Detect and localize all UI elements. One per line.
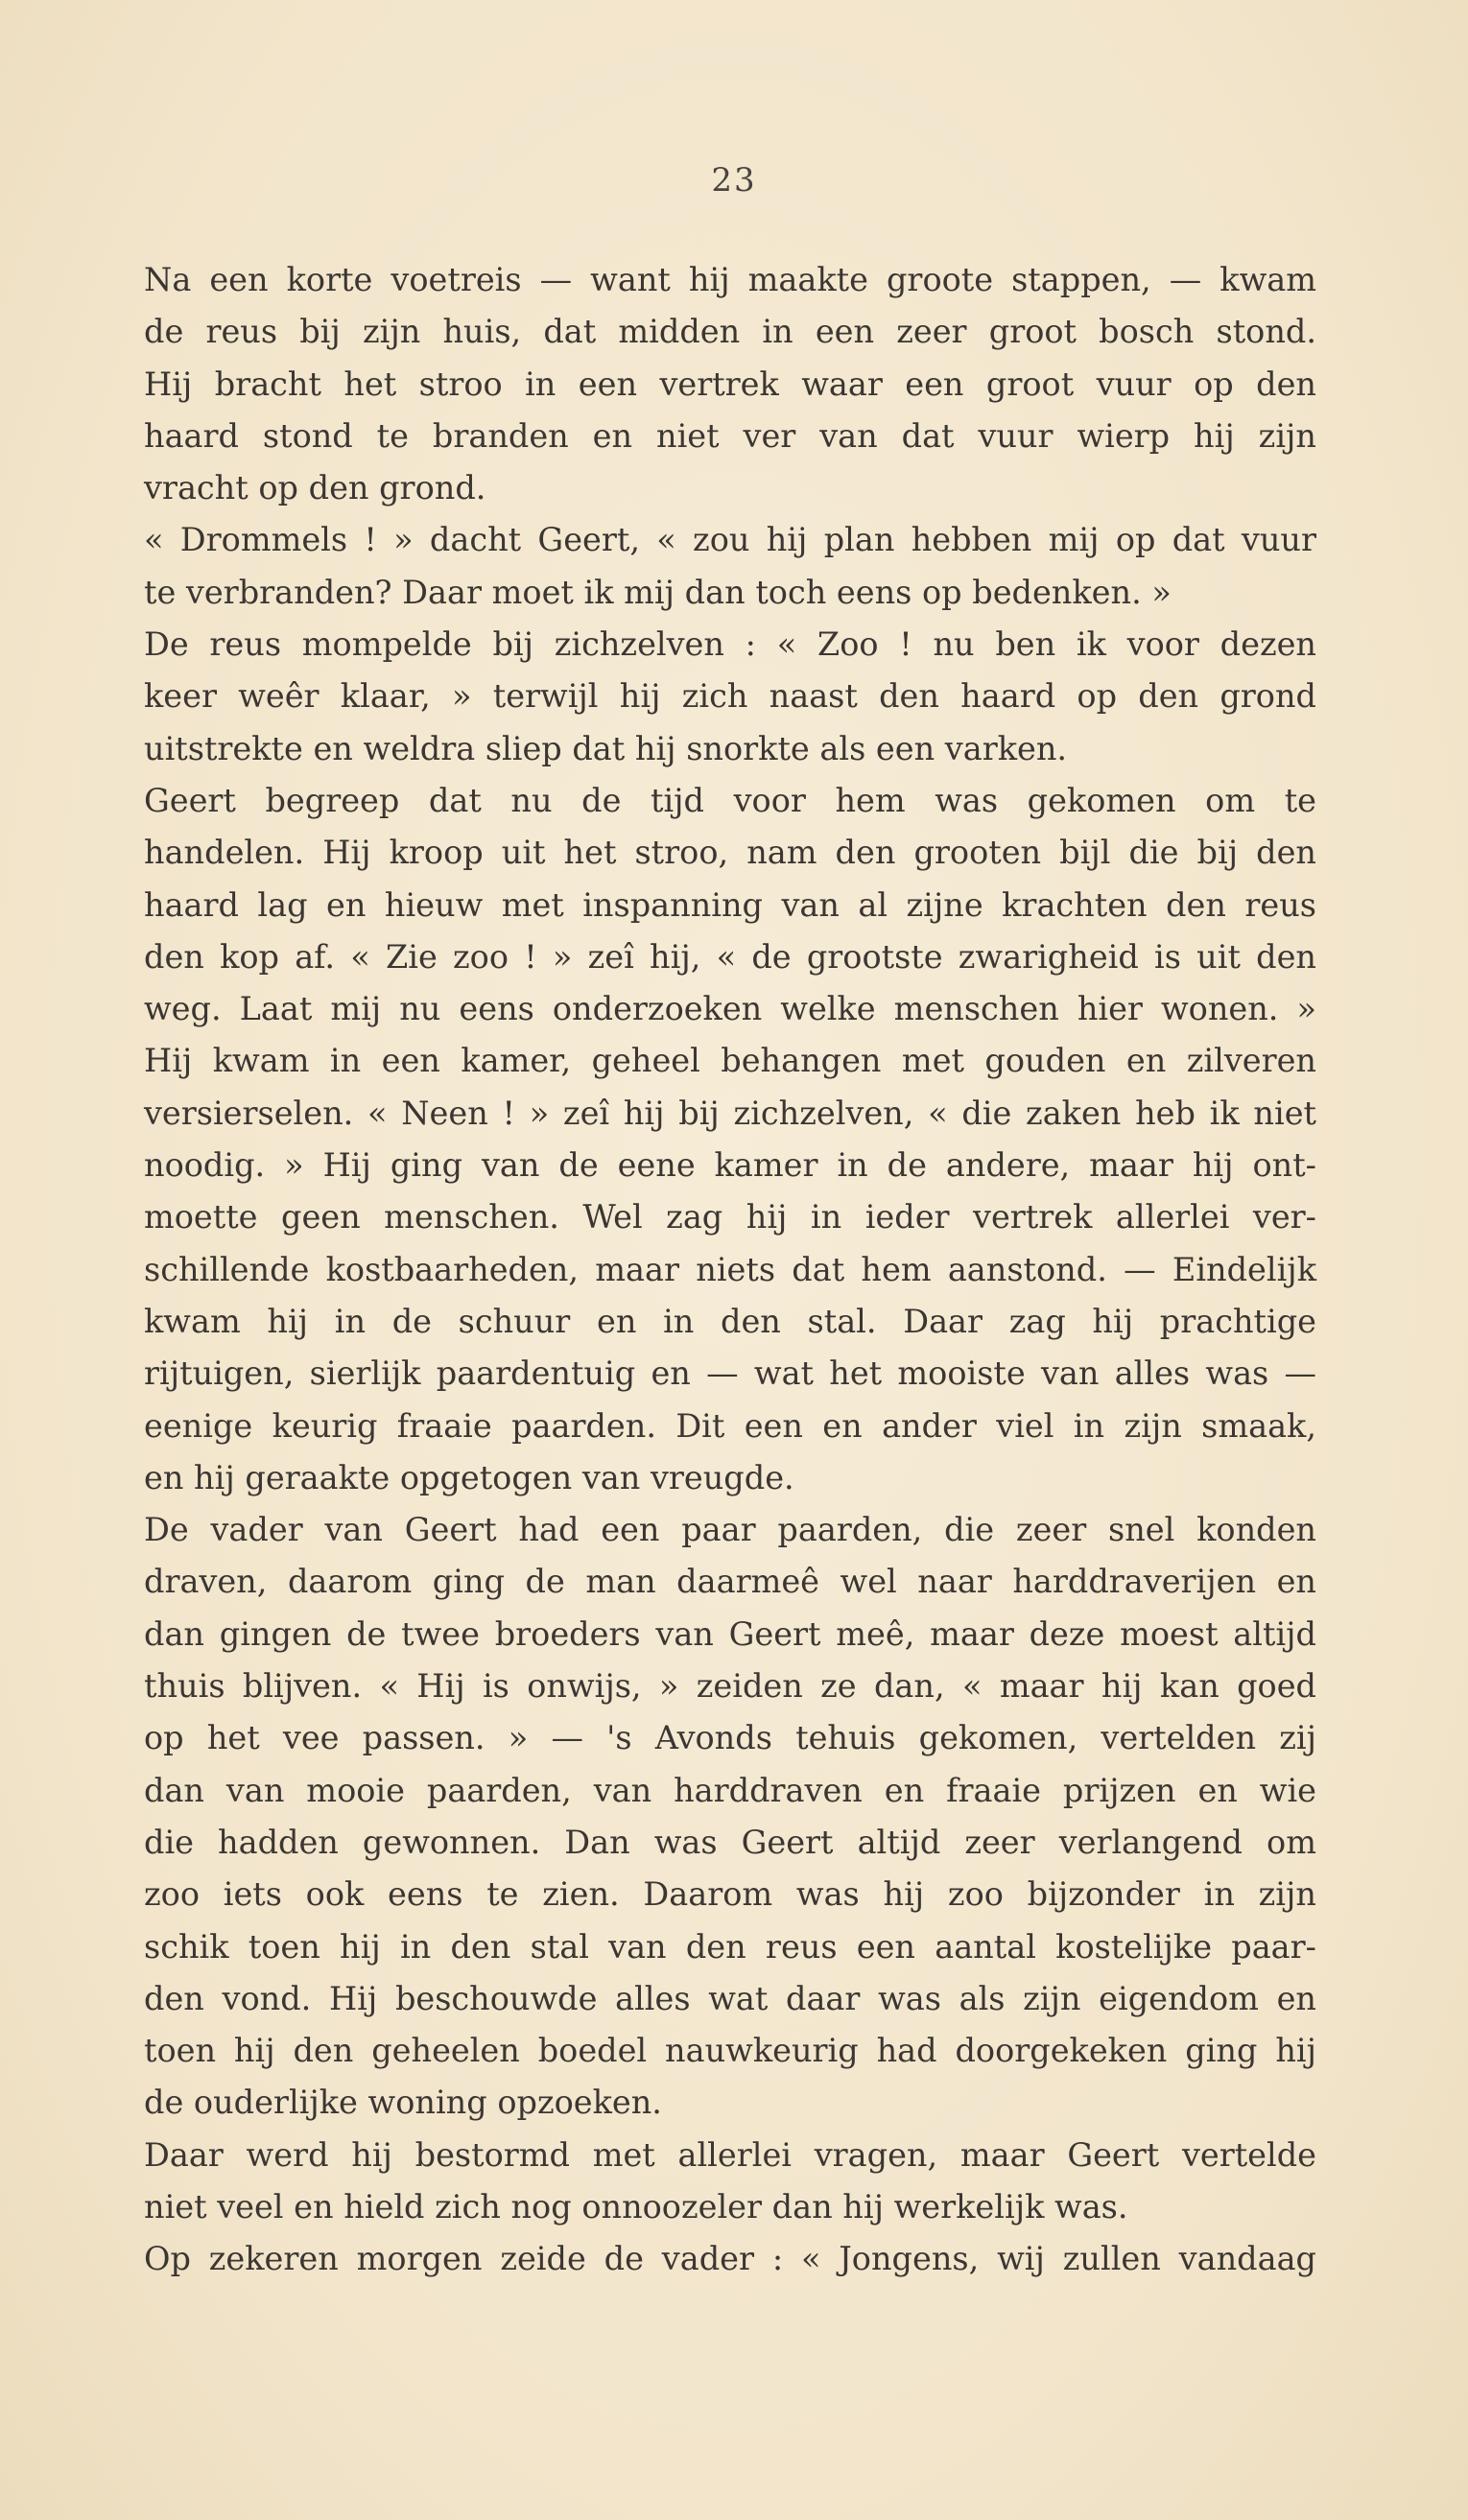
text-line: versierselen. « Neen ! » zeî hij bij zichzelven, « die zaken heb ik niet: [144, 1094, 1316, 1132]
text-line: keer weêr klaar, » terwijl hij zich naast den haard op den grond: [144, 677, 1316, 716]
text-line: de reus bij zijn huis, dat midden in een zeer groot bosch stond.: [144, 313, 1316, 351]
text-line: niet veel en hield zich nog onnoozeler dan hij werkelijk was.: [144, 2187, 1128, 2226]
text-line: haard stond te branden en niet ver van dat vuur wierp hij zijn: [144, 416, 1316, 455]
text-line: rijtuigen, sierlijk paardentuig en — wat het mooiste van alles was —: [144, 1354, 1316, 1393]
text-line: toen hij den geheelen boedel nauwkeurig had doorgekeken ging hij: [144, 2032, 1316, 2070]
text-line: dan van mooie paarden, van harddraven en fraaie prijzen en wie: [144, 1771, 1316, 1809]
text-line: Hij bracht het stroo in een vertrek waar een groot vuur op den: [144, 365, 1316, 403]
text-line: eenige keurig fraaie paarden. Dit een en ander viel in zijn smaak,: [144, 1406, 1316, 1445]
text-line: Hij kwam in een kamer, geheel behangen met gouden en zilveren: [144, 1042, 1316, 1080]
text-line: weg. Laat mij nu eens onderzoeken welke menschen hier wonen. »: [144, 990, 1316, 1028]
text-line: De vader van Geert had een paar paarden, die zeer snel konden: [144, 1511, 1316, 1549]
text-line: zoo iets ook eens te zien. Daarom was hij zoo bijzonder in zijn: [144, 1875, 1316, 1914]
text-line: vracht op den grond.: [144, 469, 486, 507]
text-line: den kop af. « Zie zoo ! » zeî hij, « de grootste zwarigheid is uit den: [144, 937, 1316, 976]
text-line: De reus mompelde bij zichzelven : « Zoo ! nu ben ik voor dezen: [144, 625, 1316, 664]
page-number: 23: [711, 161, 757, 200]
text-line: handelen. Hij kroop uit het stroo, nam den grooten bijl die bij den: [144, 834, 1316, 872]
text-line: uitstrekte en weldra sliep dat hij snorkte als een varken.: [144, 729, 1068, 767]
text-line: moette geen menschen. Wel zag hij in ieder vertrek allerlei ver-: [144, 1198, 1316, 1236]
text-line: dan gingen de twee broeders van Geert meê, maar deze moest altijd: [144, 1614, 1316, 1653]
text-line: thuis blijven. « Hij is onwijs, » zeiden ze dan, « maar hij kan goed: [144, 1667, 1316, 1706]
text-line: Na een korte voetreis — want hij maakte groote stappen, — kwam: [144, 261, 1316, 298]
text-line: draven, daarom ging de man daarmeê wel naar harddraverijen en: [144, 1563, 1316, 1601]
text-line: te verbranden? Daar moet ik mij dan toch eens op bedenken. »: [144, 573, 1172, 611]
text-line: Daar werd hij bestormd met allerlei vragen, maar Geert vertelde: [144, 2135, 1316, 2174]
text-line: kwam hij in de schuur en in den stal. Daar zag hij prachtige: [144, 1302, 1316, 1340]
text-line: en hij geraakte opgetogen van vreugde.: [144, 1458, 794, 1496]
text-line: Geert begreep dat nu de tijd voor hem was gekomen om te: [144, 781, 1316, 819]
text-line: haard lag en hieuw met inspanning van al zijne krachten den reus: [144, 885, 1316, 924]
body-text: [144, 254, 1316, 2286]
text-line: noodig. » Hij ging van de eene kamer in de andere, maar hij ont-: [144, 1146, 1316, 1185]
text-line: schillende kostbaarheden, maar niets dat hem aanstond. — Eindelijk: [144, 1250, 1316, 1288]
text-line: den vond. Hij beschouwde alles wat daar was als zijn eigendom en: [144, 1979, 1316, 2017]
text-line: « Drommels ! » dacht Geert, « zou hij plan hebben mij op dat vuur: [144, 521, 1316, 559]
text-line: Op zekeren morgen zeide de vader : « Jongens, wij zullen vandaag: [144, 2240, 1316, 2278]
text-line: schik toen hij in den stal van den reus een aantal kostelijke paar-: [144, 1927, 1316, 1966]
text-line: op het vee passen. » — 's Avonds tehuis gekomen, vertelden zij: [144, 1719, 1316, 1757]
text-line: die hadden gewonnen. Dan was Geert altijd zeer verlangend om: [144, 1823, 1316, 1861]
text-line: de ouderlijke woning opzoeken.: [144, 2084, 662, 2122]
